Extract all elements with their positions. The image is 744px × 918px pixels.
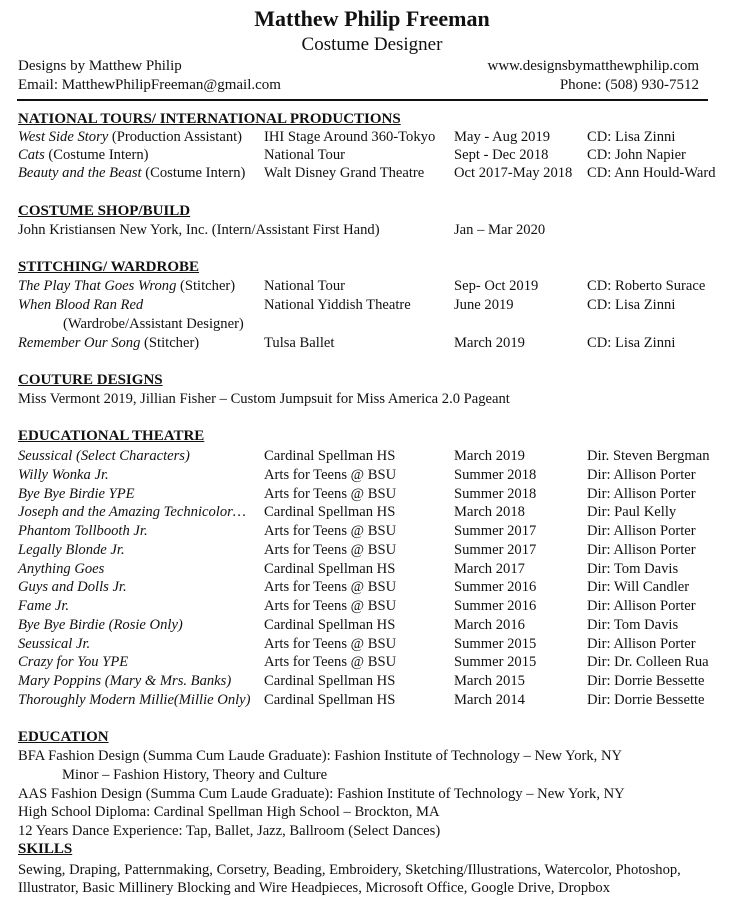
table-row	[0, 486, 744, 505]
venue: Arts for Teens @ BSU	[264, 579, 397, 596]
credit: Dir: Allison Porter	[587, 541, 696, 558]
credit: Dir: Allison Porter	[587, 523, 696, 539]
venue: Arts for Teens @ BSU	[264, 485, 397, 502]
credit: CD: Roberto Surace	[587, 278, 706, 294]
shop-entry: John Kristiansen New York, Inc. (Intern/Assistant First Hand)	[18, 222, 380, 238]
skills-line: Illustrator, Basic Millinery Blocking and Wire Headpieces, Microsoft Office, Google Drive, Dropbox	[18, 880, 611, 896]
date: Summer 2015	[454, 654, 537, 671]
venue: Arts for Teens @ BSU	[264, 635, 397, 652]
table-row	[0, 617, 744, 636]
credit: Dir: Will Candler	[587, 579, 690, 596]
table-row	[0, 579, 744, 598]
venue: Cardinal Spellman HS	[264, 691, 396, 708]
date: Summer 2015	[454, 635, 537, 652]
credit: Dir: Allison Porter	[587, 466, 696, 483]
table-row	[0, 561, 744, 580]
production-title: When Blood Ran Red	[18, 297, 144, 313]
production-title: Joseph and the Amazing Technicolor…	[18, 504, 246, 521]
section-heading-costume-shop: COSTUME SHOP/BUILD	[18, 203, 191, 219]
date: June 2019	[454, 297, 514, 313]
production-title: Thoroughly Modern Millie(Millie Only)	[18, 691, 251, 708]
credit: CD: John Napier	[587, 147, 686, 163]
venue: Arts for Teens @ BSU	[264, 654, 397, 671]
date: March 2016	[454, 616, 525, 633]
table-row	[0, 467, 744, 486]
website-link[interactable]: www.designsbymatthewphilip.com	[487, 58, 699, 74]
credit: Dir: Allison Porter	[587, 598, 696, 614]
production-title: The Play That Goes Wrong	[18, 278, 177, 294]
production-title: Bye Bye Birdie (Rosie Only)	[18, 616, 183, 633]
credit: Dir: Dr. Colleen Rua	[587, 654, 709, 671]
credit: Dir: Paul Kelly	[587, 504, 677, 521]
education-line: 12 Years Dance Experience: Tap, Ballet, Jazz, Ballroom (Select Dances)	[18, 823, 441, 839]
production-role: (Stitcher)	[140, 335, 200, 351]
date: Sep- Oct 2019	[454, 278, 539, 294]
table-row	[0, 598, 744, 617]
table-row	[0, 165, 744, 184]
date: Summer 2018	[454, 485, 537, 502]
production-role: (Stitcher)	[176, 278, 236, 294]
table-row	[0, 523, 744, 542]
section-heading-couture: COUTURE DESIGNS	[18, 372, 163, 388]
table-row	[0, 504, 744, 523]
production-title: Remember Our Song	[18, 335, 141, 351]
education-line: High School Diploma: Cardinal Spellman High School – Brockton, MA	[18, 804, 440, 820]
credit: Dir: Allison Porter	[587, 485, 696, 502]
date: Summer 2018	[454, 466, 537, 483]
phone-line: Phone: (508) 930-7512	[559, 77, 699, 93]
date: Summer 2017	[454, 541, 537, 558]
header-divider	[17, 99, 708, 101]
date: Oct 2017-May 2018	[454, 165, 573, 181]
venue: Cardinal Spellman HS	[264, 448, 396, 464]
venue: Cardinal Spellman HS	[264, 560, 396, 577]
date: Summer 2016	[454, 598, 537, 614]
company-name: Designs by Matthew Philip	[18, 58, 182, 74]
production-title: West Side Story	[18, 129, 109, 145]
credit: CD: Lisa Zinni	[587, 335, 676, 351]
venue: Walt Disney Grand Theatre	[264, 165, 425, 181]
table-row	[0, 129, 744, 148]
production-title: Cats	[18, 147, 45, 163]
production-title: Fame Jr.	[18, 598, 70, 614]
credit: CD: Lisa Zinni	[587, 129, 676, 145]
production-title: Seussical (Select Characters)	[18, 448, 190, 464]
resume-name: Matthew Philip Freeman	[254, 6, 490, 31]
table-row	[0, 692, 744, 711]
venue: Arts for Teens @ BSU	[264, 598, 397, 614]
production-role: (Costume Intern)	[44, 147, 149, 163]
date: March 2019	[454, 335, 525, 351]
venue: National Tour	[264, 147, 345, 163]
date: March 2014	[454, 691, 525, 708]
credit: Dir: Dorrie Bessette	[587, 673, 705, 689]
table-row	[0, 673, 744, 692]
production-role: (Costume Intern)	[141, 165, 246, 181]
date: Sept - Dec 2018	[454, 147, 549, 163]
production-title: Legally Blonde Jr.	[18, 541, 125, 558]
credit: Dir: Tom Davis	[587, 560, 679, 577]
venue: Arts for Teens @ BSU	[264, 466, 397, 483]
resume-role: Costume Designer	[301, 34, 443, 55]
venue: Tulsa Ballet	[264, 335, 335, 351]
table-row	[0, 222, 744, 241]
venue: National Yiddish Theatre	[264, 297, 411, 313]
email-line[interactable]: Email: MatthewPhilipFreeman@gmail.com	[18, 77, 281, 93]
date: March 2018	[454, 504, 525, 521]
section-heading-stitching: STITCHING/ WARDROBE	[18, 259, 200, 275]
production-title: Willy Wonka Jr.	[18, 466, 109, 483]
education-line: AAS Fashion Design (Summa Cum Laude Graduate): Fashion Institute of Technology – New York, NY	[18, 786, 625, 802]
venue: Arts for Teens @ BSU	[264, 541, 397, 558]
date: March 2017	[454, 560, 525, 577]
section-heading-national-tours: NATIONAL TOURS/ INTERNATIONAL PRODUCTIONS	[18, 111, 401, 127]
production-role: (Production Assistant)	[108, 129, 243, 145]
production-role: (Wardrobe/Assistant Designer)	[63, 316, 244, 332]
table-row	[0, 448, 744, 467]
venue: Cardinal Spellman HS	[264, 616, 396, 633]
credit: Dir: Tom Davis	[587, 616, 679, 633]
section-heading-education: EDUCATION	[18, 729, 109, 745]
credit: Dir: Allison Porter	[587, 635, 696, 652]
production-title: Phantom Tollbooth Jr.	[18, 523, 148, 539]
date: Summer 2016	[454, 579, 537, 596]
credit: CD: Ann Hould-Ward	[587, 165, 716, 181]
credit: Dir: Dorrie Bessette	[587, 691, 705, 708]
production-title: Crazy for You YPE	[18, 654, 129, 671]
production-title: Anything Goes	[18, 560, 105, 577]
table-row	[0, 542, 744, 561]
venue: National Tour	[264, 278, 345, 294]
date: Summer 2017	[454, 523, 537, 539]
venue: Cardinal Spellman HS	[264, 504, 396, 521]
venue: IHI Stage Around 360-Tokyo	[264, 129, 436, 145]
venue: Cardinal Spellman HS	[264, 673, 396, 689]
table-row	[0, 278, 744, 297]
education-line: Minor – Fashion History, Theory and Culture	[62, 767, 328, 783]
table-row	[0, 335, 744, 354]
date: March 2015	[454, 673, 525, 689]
venue: Arts for Teens @ BSU	[264, 523, 397, 539]
skills-line: Sewing, Draping, Patternmaking, Corsetry, Beading, Embroidery, Sketching/Illustrations, Watercolor, Photoshop,	[18, 862, 681, 878]
table-row	[0, 636, 744, 655]
couture-entry: Miss Vermont 2019, Jillian Fisher – Custom Jumpsuit for Miss America 2.0 Pageant	[18, 391, 510, 407]
date: March 2019	[454, 448, 525, 464]
production-title: Guys and Dolls Jr.	[18, 579, 127, 596]
education-line: BFA Fashion Design (Summa Cum Laude Graduate): Fashion Institute of Technology – New York, NY	[18, 748, 623, 764]
table-row	[0, 654, 744, 673]
section-heading-educational-theatre: EDUCATIONAL THEATRE	[18, 428, 205, 444]
production-title: Mary Poppins (Mary & Mrs. Banks)	[18, 673, 232, 689]
production-title: Beauty and the Beast	[18, 165, 142, 181]
production-title: Bye Bye Birdie YPE	[18, 485, 135, 502]
table-row	[0, 147, 744, 166]
credit: Dir. Steven Bergman	[587, 448, 710, 464]
date: May - Aug 2019	[454, 129, 551, 145]
credit: CD: Lisa Zinni	[587, 297, 676, 313]
section-heading-skills: SKILLS	[18, 841, 73, 857]
table-row	[0, 316, 744, 335]
date: Jan – Mar 2020	[454, 222, 546, 238]
table-row	[0, 297, 744, 316]
production-title: Seussical Jr.	[18, 635, 91, 652]
